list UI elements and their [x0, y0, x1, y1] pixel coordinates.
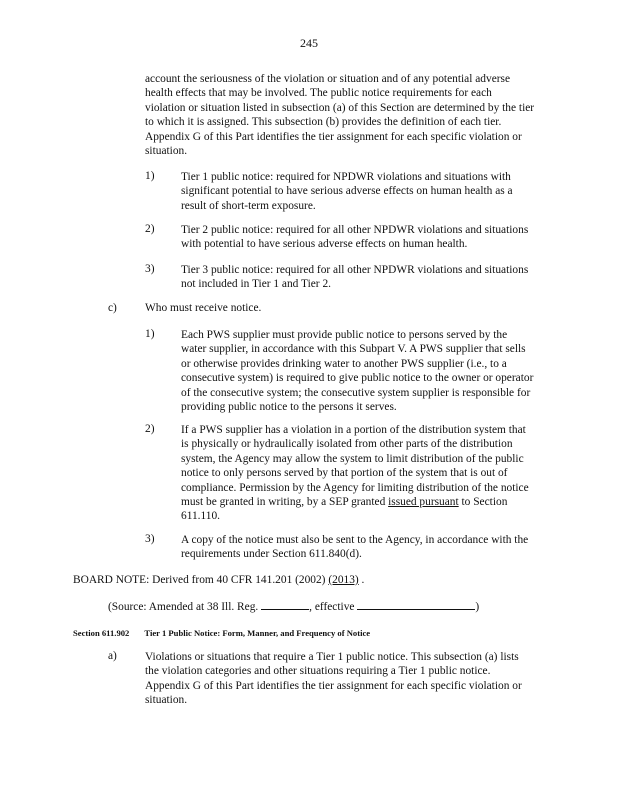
subsection-c-item-1-text: Each PWS supplier must provide public notice to persons served by the water supplier, in accordance with this Subpart V. A PWS supplier that sells or otherwise provides drinking water to another PWS supplier (i.e., to a consecutive system) is required to give public notice to the owner or operator of the consecutive system; the consecutive system supplier is responsible for providing public notice to the persons it serves.	[181, 329, 534, 414]
subsection-a-label: a)	[108, 650, 117, 662]
subsection-c-item-3-text: A copy of the notice must also be sent to the Agency, in accordance with the requirements under Section 611.840(d).	[181, 534, 529, 561]
tier-2-text: Tier 2 public notice: required for all other NPDWR violations and situations with potential to have serious adverse effects on human health.	[181, 224, 529, 251]
subsection-c-item-2-label: 2)	[145, 423, 155, 435]
item-2-underlined-text: issued pursuant	[388, 496, 459, 509]
board-note-end: .	[358, 574, 365, 586]
tier-3-text: Tier 3 public notice: required for all other NPDWR violations and situations not included in Tier 1 and Tier 2.	[181, 264, 529, 291]
item-2-text-end: to Section 611.110.	[181, 496, 508, 523]
source-line	[108, 599, 528, 614]
subsection-c-label: c)	[108, 302, 117, 314]
tier-3-label: 3)	[145, 263, 155, 275]
board-note-underlined: (2013)	[328, 574, 359, 586]
effective-date-blank	[357, 599, 475, 610]
item-2-text-main: If a PWS supplier has a violation in a portion of the distribution system that is physically or hydraulically isolated from other parts of the distribution system, the Agency may allow the system to limit distribution of the public notice to only persons served by that portion of the system that is out of compliance. Permission by the Agency for limiting distribution of the notice must be granted in writing, by a SEP granted	[181, 424, 529, 509]
intro-paragraph: account the seriousness of the violation or situation and of any potential adverse health effects that may be involved. The public notice requirements for each violation or situation listed in subsection (a) of this Section are determined by the tier to which it is assigned. This subsection (b) provides the definition of each tier. Appendix G of this Part identifies the tier assignment for each specific violation or situation.	[145, 73, 535, 158]
subsection-c-heading: Who must receive notice.	[145, 302, 262, 314]
register-blank	[261, 599, 309, 610]
page-number: 245	[300, 36, 318, 50]
section-title: Tier 1 Public Notice: Form, Manner, and Frequency of Notice	[144, 628, 371, 638]
tier-2-label: 2)	[145, 223, 155, 235]
effective-text: , effective	[309, 601, 355, 613]
source-text: (Source: Amended at 38 Ill. Reg.	[108, 601, 259, 613]
subsection-c-item-3-label: 3)	[145, 533, 155, 545]
section-number: Section 611.902	[73, 628, 130, 638]
board-note	[73, 573, 543, 587]
subsection-c-item-2-text	[181, 423, 535, 524]
tier-1-text: Tier 1 public notice: required for NPDWR violations and situations with significant potential to have serious adverse effects on human health as a result of short-term exposure.	[181, 171, 513, 212]
section-heading	[73, 628, 533, 638]
source-close: )	[475, 601, 480, 613]
board-note-text: BOARD NOTE: Derived from 40 CFR 141.201 (2002)	[73, 574, 329, 586]
tier-1-label: 1)	[145, 170, 155, 182]
subsection-a-text: Violations or situations that require a Tier 1 public notice. This subsection (a) lists the violation categories and other situations requiring a Tier 1 public notice. Appendix G of this Part identifies the tier assignment for each specific violation or situation.	[145, 651, 522, 707]
subsection-c-item-1-label: 1)	[145, 328, 155, 340]
